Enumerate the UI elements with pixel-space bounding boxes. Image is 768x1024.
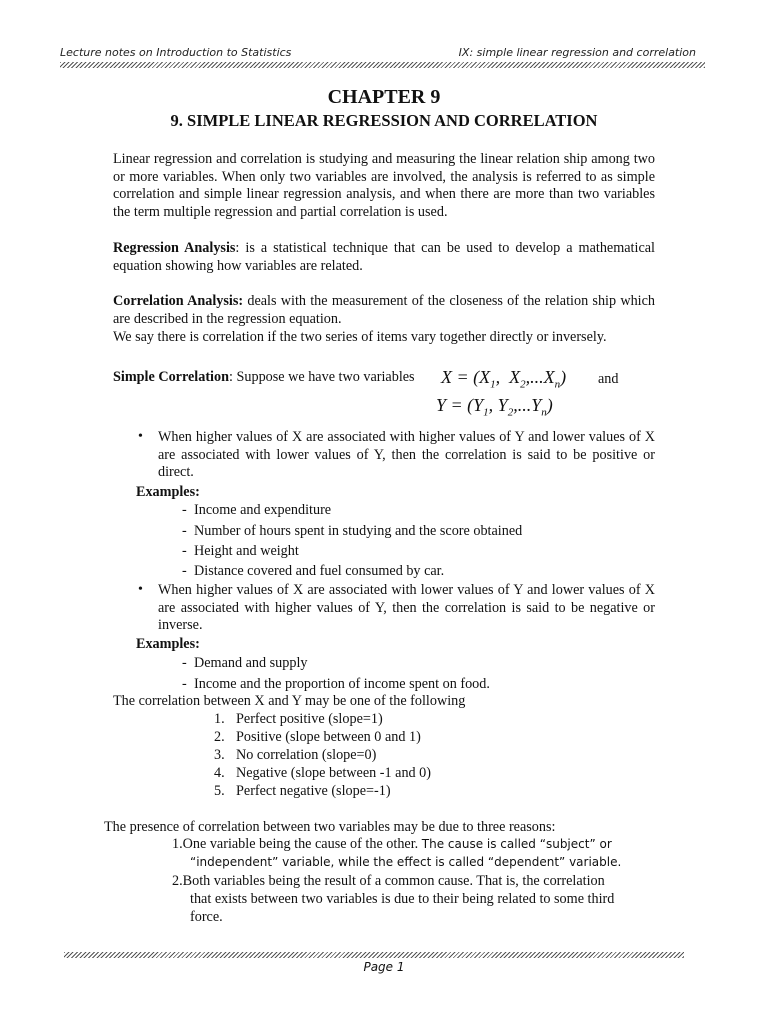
reasons-intro: The presence of correlation between two variables may be due to three reasons: xyxy=(104,819,556,835)
correlation-types-intro: The correlation between X and Y may be one of the following xyxy=(113,693,466,709)
regression-paragraph xyxy=(113,240,655,275)
bullet-negative-correlation: When higher values of X are associated with lower values of Y and lower values of X are associated with higher values of Y, then the correlation is said to be negative or inverse. xyxy=(158,582,655,633)
running-header-right: IX: simple linear regression and correlation xyxy=(458,46,696,59)
simple-correlation-paragraph xyxy=(113,369,415,386)
list-item: - Number of hours spent in studying and the score obtained xyxy=(182,523,523,539)
list-item: 2. Positive (slope between 0 and 1) xyxy=(214,729,421,745)
list-item: - Income and expenditure xyxy=(182,502,332,518)
list-item: - Height and weight xyxy=(182,543,299,559)
correlation-paragraph xyxy=(113,293,655,328)
bullet-marker: • xyxy=(138,582,143,597)
list-item: 5. Perfect negative (slope=-1) xyxy=(214,783,391,799)
reason-1-line-2: “independent” variable, while the effect is called “dependent” variable. xyxy=(190,855,622,869)
bullet-positive-correlation: When higher values of X are associated with higher values of Y and lower values of X are associated with lower values of Y, then the correlation is said to be positive or direct. xyxy=(158,429,655,480)
running-header-left: Lecture notes on Introduction to Statistics xyxy=(60,46,292,59)
list-item: 4. Negative (slope between -1 and 0) xyxy=(214,765,432,781)
list-item: - Distance covered and fuel consumed by car. xyxy=(182,563,445,579)
examples-label: Examples: xyxy=(136,636,200,652)
correlation-definition: deals with the measurement of the closeness of the relation ship which are described in the regression equation. xyxy=(113,293,655,327)
correlation-term: Correlation Analysis: xyxy=(113,293,244,309)
reason-2-line-2: that exists between two variables is due to their being related to some third xyxy=(190,891,615,907)
regression-definition: : is a statistical technique that can be used to develop a mathematical equation showing how variables are related. xyxy=(113,240,655,274)
simple-correlation-text: : Suppose we have two variables xyxy=(229,369,415,385)
list-item: - Income and the proportion of income spent on food. xyxy=(182,676,490,692)
simple-correlation-term: Simple Correlation xyxy=(113,369,229,385)
chapter-title: 9. SIMPLE LINEAR REGRESSION AND CORRELATION xyxy=(170,111,598,130)
equation-y: $Y = (Y_1$, $Y_2,...Y_n$) xyxy=(436,395,553,419)
list-item: 3. No correlation (slope=0) xyxy=(214,747,377,763)
equation-connector: and xyxy=(598,371,619,387)
reason-1-line-1: 1.One variable being the cause of the other. The cause is called “subject” or xyxy=(172,836,612,852)
page-number: Page 1 xyxy=(363,960,405,974)
correlation-note: We say there is correlation if the two series of items vary together directly or inversely. xyxy=(113,329,607,345)
bullet-marker: • xyxy=(138,429,143,444)
examples-label: Examples: xyxy=(136,484,200,500)
list-item: 1. Perfect positive (slope=1) xyxy=(214,711,383,727)
intro-paragraph: Linear regression and correlation is studying and measuring the linear relation ship among two or more variables. When only two variables are involved, the analysis is referred to as simple correlation and simple linear regression analysis, and when there are more than two variables the term multiple regression and partial correlation is used. xyxy=(113,151,655,220)
chapter-heading: CHAPTER 9 xyxy=(327,86,441,108)
regression-term: Regression Analysis xyxy=(113,240,236,256)
equation-x: $X = (X_1$, $X_2,...X_n$) xyxy=(441,367,567,391)
footer-divider xyxy=(64,952,684,958)
header-divider xyxy=(60,62,705,68)
reason-2-line-3: force. xyxy=(190,909,223,925)
list-item: - Demand and supply xyxy=(182,655,308,671)
reason-2-line-1: 2.Both variables being the result of a common cause. That is, the correlation xyxy=(172,873,605,889)
